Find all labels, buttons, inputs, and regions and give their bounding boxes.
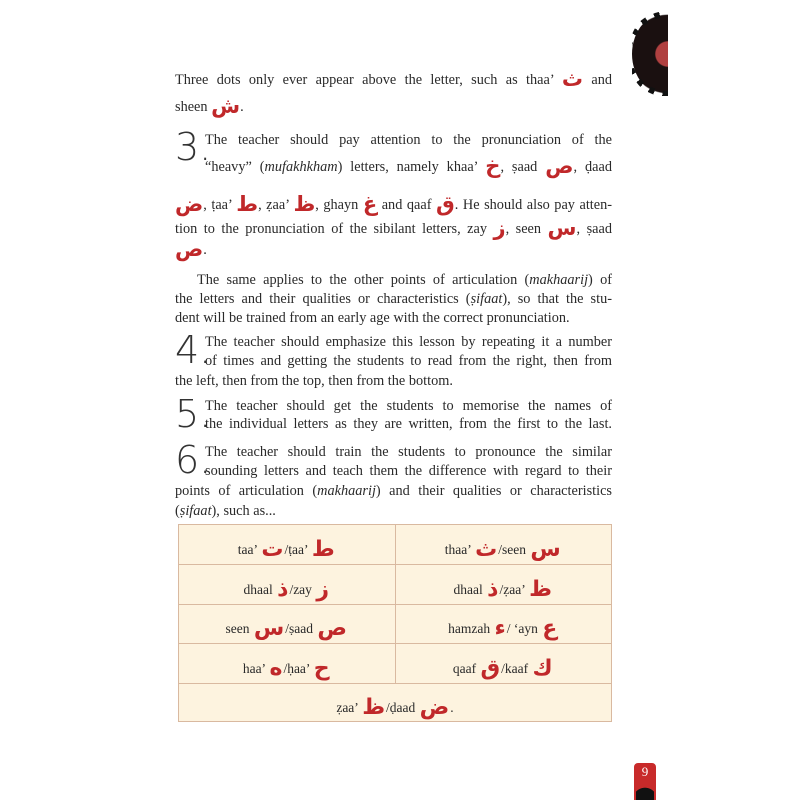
arabic-letter: ث: [475, 537, 498, 562]
table-row: [179, 683, 611, 722]
italic-term: makhaarij: [529, 272, 589, 288]
text-run: ), so that the stu-: [502, 291, 612, 307]
text-run: sounding letters and teach them the difference with regard to their: [205, 463, 612, 479]
text-run: taa’: [237, 542, 261, 557]
italic-term: ṣifaat: [179, 503, 212, 519]
arabic-letter: ص: [317, 616, 347, 641]
arabic-letter: ط: [311, 537, 335, 562]
arabic-letter: ص: [545, 154, 574, 178]
text-run: points of articulation (: [175, 483, 318, 499]
text-line: [175, 67, 613, 91]
letter-pair: [448, 616, 558, 641]
text-run: the individual letters as they are written, from the first to the last.: [205, 416, 612, 432]
arabic-letter: ق: [480, 655, 501, 681]
text-run: ) letters, namely khaa’: [337, 159, 486, 175]
text-run: ẓaa’: [336, 700, 362, 715]
text-line: [175, 94, 612, 118]
text-line: [205, 154, 612, 178]
text-run: /kaaf: [501, 660, 532, 676]
text-run: dhaal: [453, 581, 487, 597]
table-cell: [179, 525, 395, 564]
text-run: The teacher should train the students to pronounce the similar: [205, 444, 612, 460]
item-number-5: 5.: [175, 392, 212, 436]
letter-pair: [243, 576, 330, 602]
text-run: , ẓaa’: [258, 197, 294, 213]
letter-pair: [452, 655, 554, 681]
arabic-letter: ض: [175, 192, 204, 216]
arabic-letter: ض: [419, 695, 450, 720]
text-run: The same applies to the other points of articulation (: [197, 272, 530, 288]
text-run: , ghayn: [315, 197, 363, 213]
text-run: ) and their qualities or characteristics: [375, 483, 612, 499]
text-line: [175, 371, 612, 391]
arabic-letter: ء: [494, 616, 506, 641]
text-line: [205, 332, 612, 352]
table-cell: [395, 604, 612, 643]
text-run: /ṣaad: [285, 621, 317, 636]
text-run: and qaaf: [377, 197, 437, 213]
text-run: sheen: [175, 99, 212, 115]
text-run: “heavy” (: [205, 159, 265, 175]
text-run: , seen: [505, 221, 548, 237]
text-line: [175, 192, 613, 216]
table-cell: [179, 604, 395, 643]
text-run: .: [240, 99, 244, 115]
text-run: haa’: [242, 660, 269, 676]
arabic-letter: ك: [532, 655, 553, 681]
letter-pair: [453, 576, 553, 602]
arabic-letter: ت: [261, 537, 284, 562]
text-run: . He should also pay atten-: [454, 197, 613, 213]
text-line: [197, 270, 612, 290]
text-run: dhaal: [243, 581, 277, 597]
text-run: thaa’: [444, 542, 475, 557]
table-row: [179, 565, 611, 605]
table-cell: [179, 644, 395, 683]
text-run: .: [450, 700, 454, 715]
page-number: 9: [634, 763, 656, 800]
decorative-ornament: [632, 12, 668, 96]
text-run: the left, then from the top, then from the bottom.: [175, 373, 453, 389]
text-run: of times and getting the students to read from the right, then from: [205, 353, 612, 369]
letter-pair: [237, 537, 336, 562]
letter-pair: [444, 537, 562, 562]
text-line: [205, 351, 612, 371]
text-run: /ṭaa’: [284, 542, 311, 557]
italic-term: mufakhkham: [264, 159, 338, 175]
text-line: [175, 289, 612, 309]
table-cell: [395, 565, 612, 604]
arabic-letter: خ: [485, 154, 501, 178]
text-run: ) of: [588, 272, 612, 288]
text-run: The teacher should emphasize this lesson by repeating it a number: [205, 334, 612, 350]
text-run: The teacher should get the students to memorise the names of: [205, 398, 612, 414]
text-run: /ẓaa’: [499, 581, 529, 597]
text-run: Three dots only ever appear above the letter, such as thaa’: [175, 72, 562, 88]
arabic-letter: س: [530, 537, 561, 562]
letter-comparison-table: [178, 524, 612, 722]
arabic-letter: ط: [236, 192, 259, 216]
letter-pair: [225, 616, 348, 641]
arabic-letter: ذ: [487, 576, 499, 602]
text-line: [175, 237, 612, 261]
arabic-letter: ق: [436, 192, 455, 216]
arabic-letter: س: [547, 216, 577, 240]
text-run: , ṣaad: [576, 221, 612, 237]
text-run: qaaf: [452, 660, 480, 676]
arabic-letter: ع: [542, 616, 558, 641]
text-line: [205, 396, 612, 416]
text-run: and: [583, 72, 613, 88]
table-cell: [395, 644, 612, 683]
text-run: (: [175, 503, 180, 519]
text-run: ), such as...: [211, 503, 276, 519]
table-row: [179, 644, 611, 684]
table-row: [179, 604, 611, 644]
text-run: , ṭaa’: [203, 197, 237, 213]
italic-term: ṣifaat: [470, 291, 503, 307]
arabic-letter: ز: [316, 576, 329, 602]
text-run: , ṣaad: [500, 159, 546, 175]
text-run: /seen: [498, 542, 530, 557]
arabic-letter: ث: [561, 67, 583, 91]
text-line: [175, 481, 612, 501]
text-run: / ‘ayn: [506, 621, 542, 636]
arabic-letter: ش: [211, 94, 241, 118]
text-line: [205, 130, 612, 150]
arabic-letter: ه: [269, 655, 283, 681]
italic-term: makhaarij: [317, 483, 376, 499]
text-run: seen: [225, 621, 253, 636]
arabic-letter: ذ: [277, 576, 289, 602]
letter-pair: [242, 655, 331, 681]
text-run: hamzah: [448, 621, 494, 636]
arabic-letter: س: [253, 616, 285, 641]
arabic-letter: ز: [493, 216, 506, 240]
text-run: .: [203, 242, 207, 258]
table-cell: [179, 683, 611, 722]
text-line: [205, 442, 612, 462]
text-run: , ḍaad: [573, 159, 612, 175]
text-run: /ḍaad: [386, 700, 419, 715]
text-run: tion to the pronunciation of the sibilant letters, zay: [175, 221, 494, 237]
text-line: [205, 461, 612, 481]
text-run: /ḥaa’: [283, 660, 313, 676]
text-line: [175, 308, 612, 328]
table-cell: [395, 525, 612, 564]
item-number-3: 3.: [175, 125, 212, 169]
text-run: the letters and their qualities or characteristics (: [175, 291, 471, 307]
table-row: [179, 525, 611, 565]
arabic-letter: ظ: [529, 576, 552, 602]
letter-pair: [336, 695, 454, 720]
text-run: The teacher should pay attention to the pronunciation of the: [205, 132, 612, 148]
text-line: [175, 501, 612, 521]
arabic-letter: ظ: [293, 192, 316, 216]
text-line: [175, 216, 612, 240]
text-line: [205, 414, 612, 434]
table-cell: [179, 565, 395, 604]
text-run: dent will be trained from an early age with the correct pronunciation.: [175, 310, 570, 326]
arabic-letter: ح: [313, 655, 330, 681]
arabic-letter: ص: [175, 237, 204, 261]
arabic-letter: غ: [362, 192, 378, 216]
text-run: /zay: [289, 581, 316, 597]
item-number-6: 6.: [175, 438, 212, 482]
item-number-4: 4.: [175, 328, 212, 372]
arabic-letter: ظ: [362, 695, 386, 720]
